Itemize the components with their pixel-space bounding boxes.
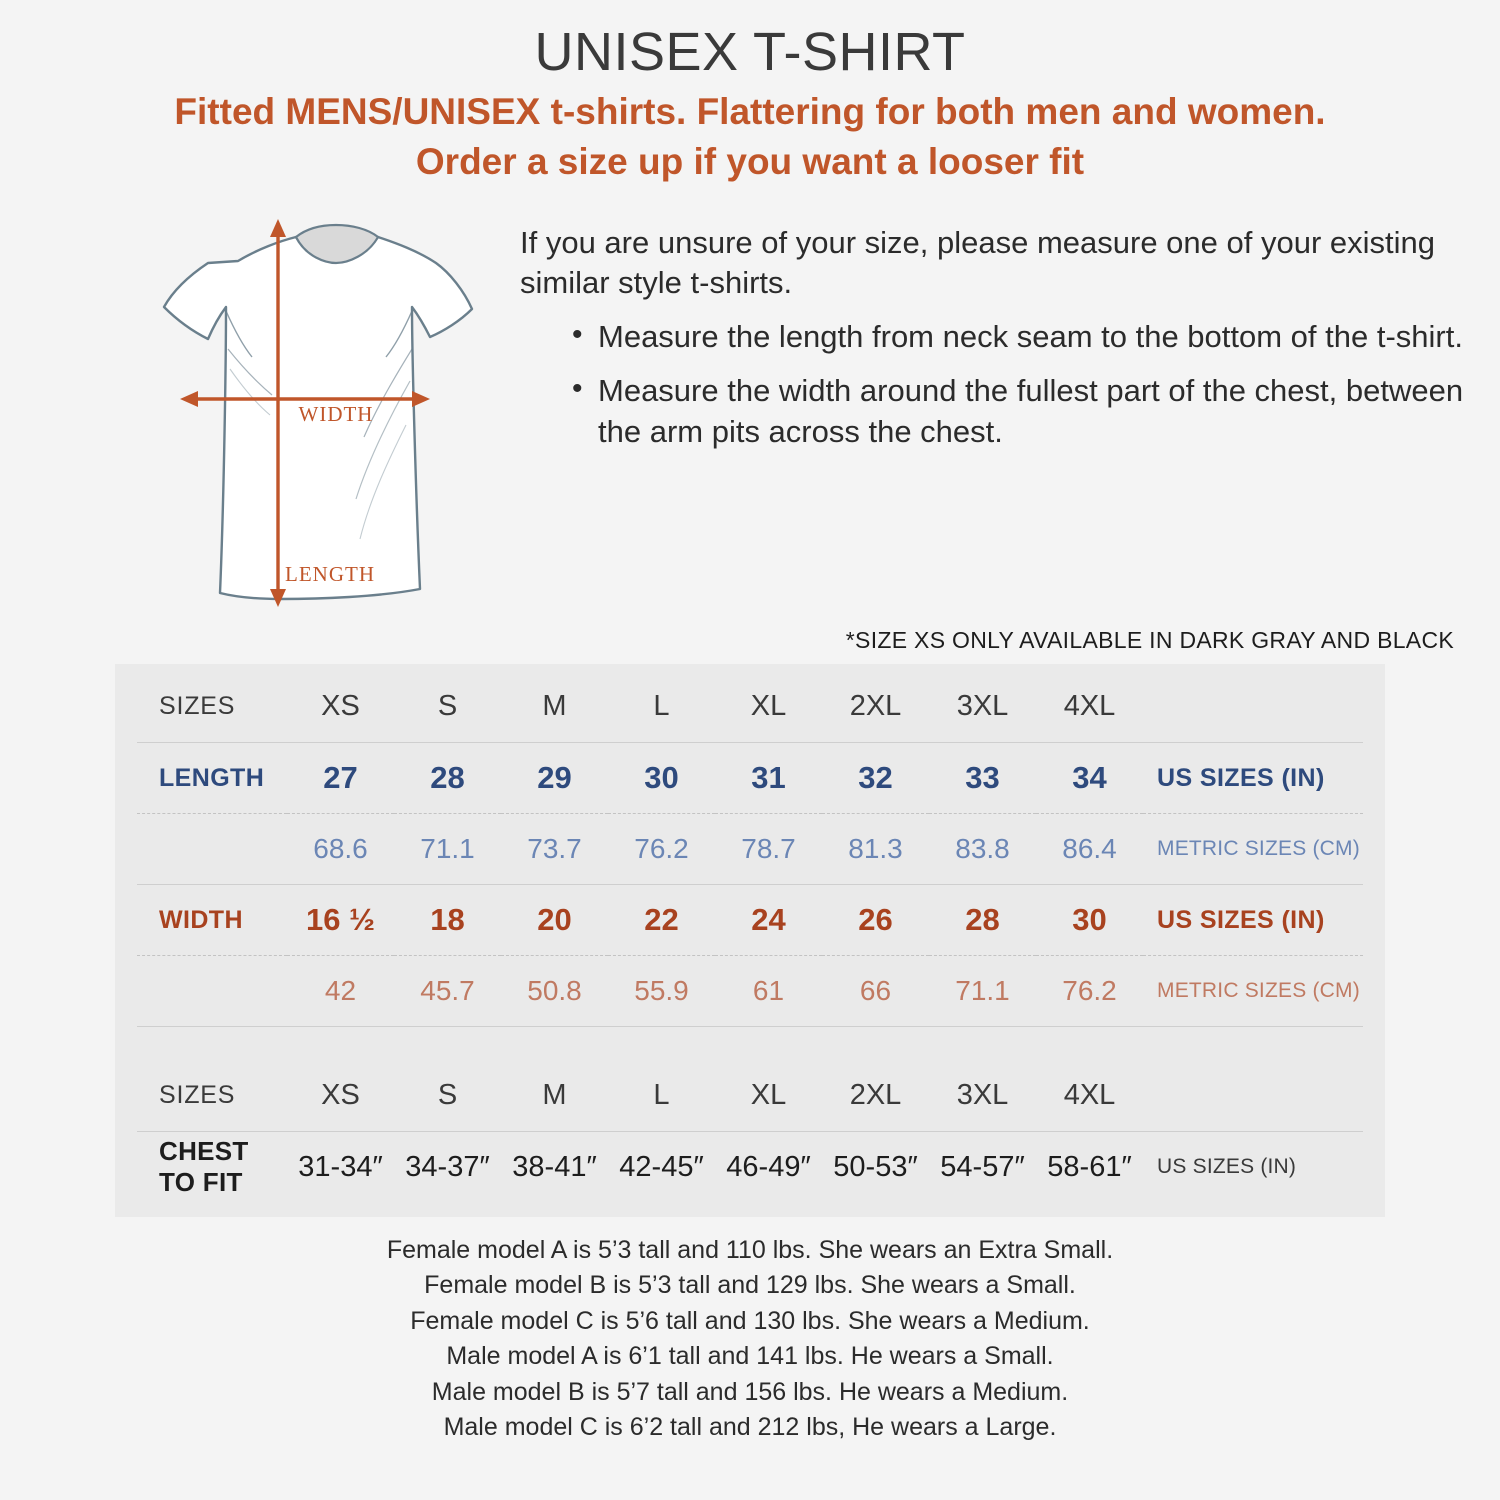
size-header-cell: M xyxy=(542,690,567,723)
table-cell: 29 xyxy=(537,760,572,796)
unit-header-cell xyxy=(1143,672,1363,743)
table-cell: 27 xyxy=(323,760,358,796)
table-cell: 20 xyxy=(537,902,572,938)
table-cell: 58-61″ xyxy=(1047,1150,1132,1183)
row-label-chest-to-fit: CHEST TO FIT xyxy=(159,1136,249,1198)
unit-header-cell xyxy=(1143,1061,1363,1132)
table-cell: 73.7 xyxy=(527,833,582,865)
row-unit-label: US SIZES (IN) xyxy=(1157,1155,1297,1179)
tshirt-diagram xyxy=(30,195,500,619)
page-subtitle xyxy=(90,87,1410,187)
table-cell: 46-49″ xyxy=(726,1150,811,1183)
size-header-cell: 2XL xyxy=(849,1079,902,1112)
size-header-cell: XL xyxy=(750,1079,787,1112)
measuring-instructions xyxy=(500,195,1470,466)
size-header-cell: M xyxy=(542,1079,567,1112)
table-cell: 66 xyxy=(859,975,892,1007)
table-cell: 38-41″ xyxy=(512,1150,597,1183)
sizes-header-2: SIZES xyxy=(159,1081,236,1110)
table-cell: 54-57″ xyxy=(940,1150,1025,1183)
size-header-cell: 3XL xyxy=(956,1079,1009,1112)
table-row-width-cm xyxy=(137,956,1363,1027)
subtitle-line-2: Order a size up if you want a looser fit xyxy=(415,140,1085,182)
table-cell: 30 xyxy=(1072,902,1107,938)
row-label-width: WIDTH xyxy=(159,905,243,934)
spacer-cell xyxy=(137,1027,287,1061)
row-unit-label: METRIC SIZES (CM) xyxy=(1157,837,1360,861)
table-row-width-in xyxy=(137,885,1363,956)
table-cell: 24 xyxy=(751,902,786,938)
row-label-length: LENGTH xyxy=(159,763,265,792)
model-note-line: Female model B is 5’3 tall and 129 lbs. She wears a Small. xyxy=(424,1271,1076,1300)
table-cell: 31-34″ xyxy=(298,1150,383,1183)
diagram-length-label: LENGTH xyxy=(285,561,375,586)
table-cell: 83.8 xyxy=(955,833,1010,865)
table-cell: 34 xyxy=(1072,760,1107,796)
table-cell: 28 xyxy=(965,902,1000,938)
table-header-row-2 xyxy=(137,1061,1363,1132)
instructions-bullet-list xyxy=(520,317,1470,452)
diagram-width-label: WIDTH xyxy=(298,401,374,426)
table-cell: 81.3 xyxy=(848,833,903,865)
size-header-cell: 4XL xyxy=(1063,690,1116,723)
table-cell: 68.6 xyxy=(313,833,368,865)
size-header-cell: S xyxy=(437,1079,458,1112)
size-header-cell: XS xyxy=(321,690,360,723)
table-row-length-cm xyxy=(137,814,1363,885)
table-cell: 22 xyxy=(644,902,679,938)
diagram-and-instructions xyxy=(30,195,1470,625)
tshirt-illustration xyxy=(120,199,500,619)
table-spacer-row xyxy=(137,1027,1363,1061)
size-header-cell: L xyxy=(653,690,670,723)
model-note-line: Male model A is 6’1 tall and 141 lbs. He wears a Small. xyxy=(446,1342,1054,1371)
size-chart-table-card xyxy=(115,664,1385,1217)
model-note-line: Male model C is 6’2 tall and 212 lbs, He wears a Large. xyxy=(443,1413,1057,1442)
size-header-cell: 4XL xyxy=(1063,1079,1116,1112)
size-header-cell: 2XL xyxy=(849,690,902,723)
table-header-row xyxy=(137,672,1363,743)
table-cell: 33 xyxy=(965,760,1000,796)
list-item: • Measure the width around the fullest part of the chest, between the arm pits across the chest. xyxy=(572,371,1470,452)
table-row-chest-to-fit xyxy=(137,1132,1363,1203)
availability-note: *SIZE XS ONLY AVAILABLE IN DARK GRAY AND BLACK xyxy=(845,626,1454,653)
size-header-cell: XS xyxy=(321,1079,360,1112)
size-header-cell: L xyxy=(653,1079,670,1112)
model-notes xyxy=(30,1233,1470,1446)
size-header-cell: XL xyxy=(750,690,787,723)
table-cell: 86.4 xyxy=(1062,833,1117,865)
row-unit-label: US SIZES (IN) xyxy=(1157,905,1325,934)
row-unit-label: US SIZES (IN) xyxy=(1157,763,1325,792)
table-cell: 34-37″ xyxy=(405,1150,490,1183)
model-note-line: Female model C is 5’6 tall and 130 lbs. She wears a Medium. xyxy=(410,1306,1090,1335)
table-cell: 26 xyxy=(858,902,893,938)
table-cell: 50-53″ xyxy=(833,1150,918,1183)
row-unit-label: METRIC SIZES (CM) xyxy=(1157,979,1360,1003)
table-cell: 61 xyxy=(752,975,785,1007)
table-row-length-in xyxy=(137,743,1363,814)
sizes-header: SIZES xyxy=(159,692,236,721)
size-header-cell: 3XL xyxy=(956,690,1009,723)
row-label-empty xyxy=(137,814,287,885)
table-cell: 42 xyxy=(324,975,357,1007)
size-chart-table xyxy=(137,672,1363,1203)
model-note-line: Female model A is 5’3 tall and 110 lbs. She wears an Extra Small. xyxy=(386,1235,1114,1264)
table-cell: 55.9 xyxy=(634,975,689,1007)
page-title: UNISEX T-SHIRT xyxy=(534,22,966,82)
table-cell: 32 xyxy=(858,760,893,796)
list-item: • Measure the length from neck seam to the bottom of the t-shirt. xyxy=(572,317,1470,357)
table-cell: 71.1 xyxy=(955,975,1010,1007)
table-cell: 31 xyxy=(751,760,786,796)
model-note-line: Male model B is 5’7 tall and 156 lbs. He wears a Medium. xyxy=(431,1377,1069,1406)
instructions-intro: If you are unsure of your size, please measure one of your existing similar style t-shirts. xyxy=(520,224,1435,300)
table-cell: 18 xyxy=(430,902,465,938)
table-cell: 71.1 xyxy=(420,833,475,865)
size-header-cell: S xyxy=(437,690,458,723)
table-cell: 76.2 xyxy=(634,833,689,865)
table-cell: 78.7 xyxy=(741,833,796,865)
subtitle-line-1: Fitted MENS/UNISEX t-shirts. Flattering for both men and women. xyxy=(174,90,1326,132)
table-cell: 50.8 xyxy=(527,975,582,1007)
table-cell: 16 ½ xyxy=(306,902,375,938)
table-cell: 30 xyxy=(644,760,679,796)
spacer-cell xyxy=(287,1027,1363,1061)
table-cell: 28 xyxy=(430,760,465,796)
table-cell: 42-45″ xyxy=(619,1150,704,1183)
row-label-empty xyxy=(137,956,287,1027)
table-cell: 45.7 xyxy=(420,975,475,1007)
table-cell: 76.2 xyxy=(1062,975,1117,1007)
